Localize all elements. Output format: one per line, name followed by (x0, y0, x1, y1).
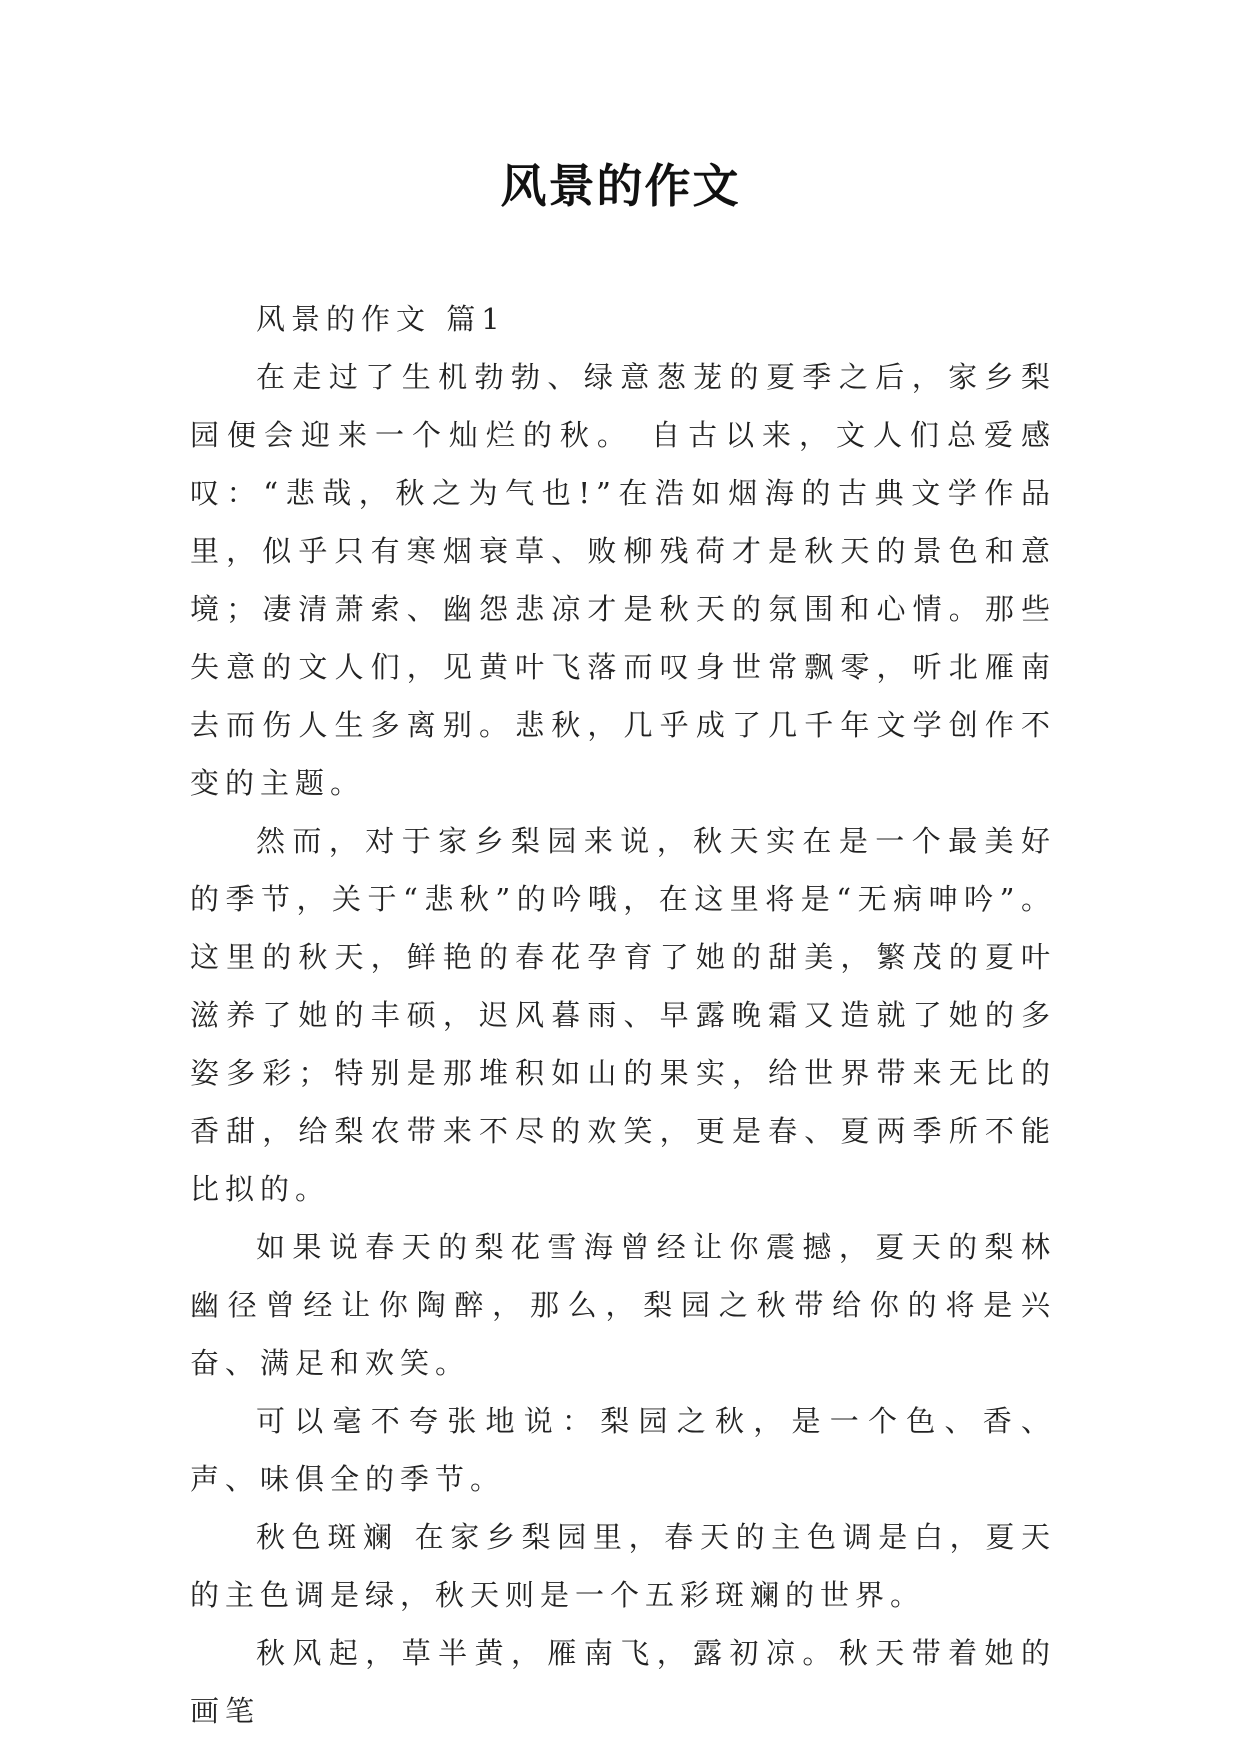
paragraph: 如果说春天的梨花雪海曾经让你震撼，夏天的梨林幽径曾经让你陶醉，那么，梨园之秋带给你的将是兴奋、满足和欢笑。 (190, 1230, 1056, 1380)
paragraph: 在走过了生机勃勃、绿意葱茏的夏季之后，家乡梨园便会迎来一个灿烂的秋。 自古以来，文人们总爱感叹：“悲哉，秋之为气也!”在浩如烟海的古典文学作品里，似乎只有寒烟衰草、败柳残荷才是秋天的景色和意境；凄清萧索、幽怨悲凉才是秋天的氛围和心情。那些失意的文人们，见黄叶飞落而叹身世常飘零，听北雁南去而伤人生多离别。悲秋，几乎成了几千年文学创作不变的主题。 (190, 360, 1056, 800)
section-heading: 风景的作文 篇1 (256, 302, 506, 336)
paragraph: 可以毫不夸张地说：梨园之秋，是一个色、香、声、味俱全的季节。 (190, 1404, 1056, 1496)
paragraph: 然而，对于家乡梨园来说，秋天实在是一个最美好的季节，关于“悲秋”的吟哦，在这里将是“无病呻吟”。这里的秋天，鲜艳的春花孕育了她的甜美，繁茂的夏叶滋养了她的丰硕，迟风暮雨、早露晚霜又造就了她的多姿多彩；特别是那堆积如山的果实，给世界带来无比的香甜，给梨农带来不尽的欢笑，更是春、夏两季所不能比拟的。 (190, 824, 1056, 1206)
paragraph: 秋色斑斓 在家乡梨园里，春天的主色调是白，夏天的主色调是绿，秋天则是一个五彩斑斓的世界。 (190, 1520, 1056, 1612)
document-body (190, 290, 1056, 1740)
paragraph: 秋风起，草半黄，雁南飞，露初凉。秋天带着她的画笔 (190, 1636, 1056, 1728)
document-title: 风景的作文 (500, 159, 741, 213)
